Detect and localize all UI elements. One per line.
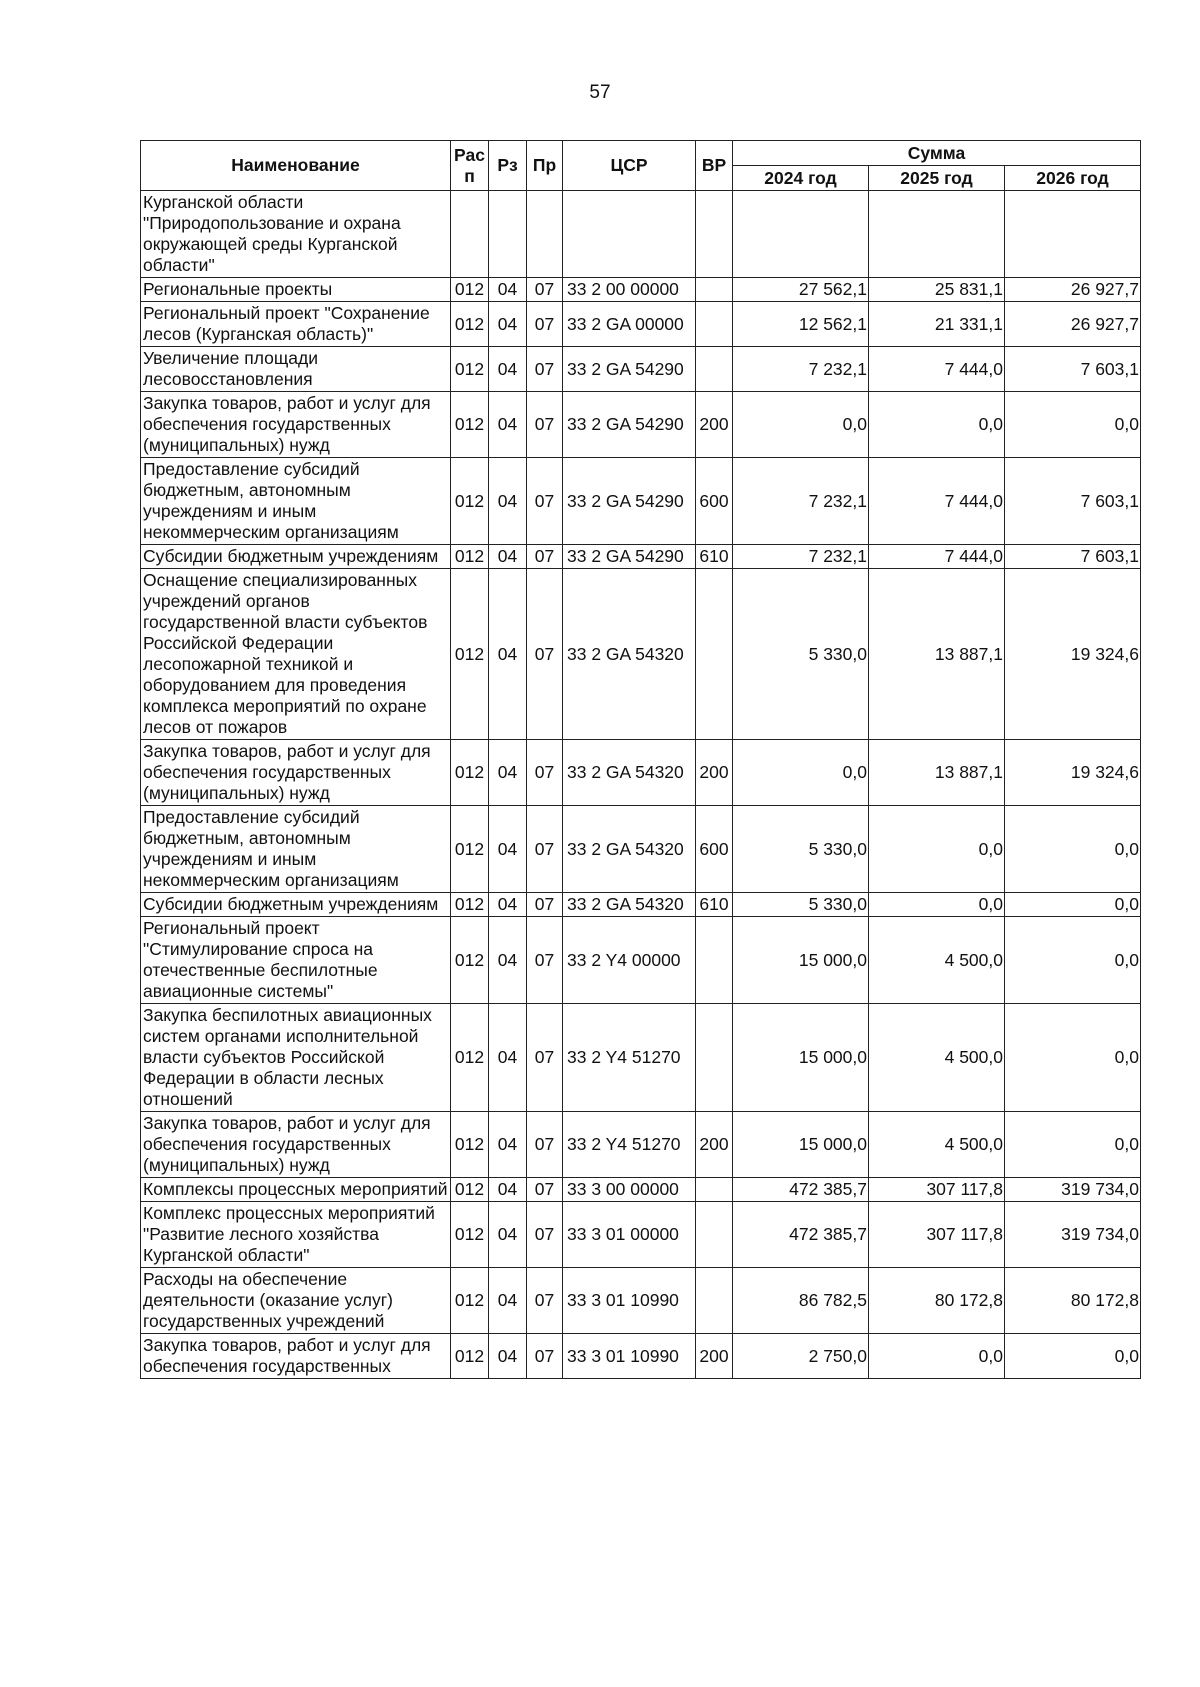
cell-rz: 04 [489, 278, 527, 302]
table-row [141, 278, 1141, 302]
cell-2025: 7 444,0 [869, 347, 1005, 392]
budget-table [140, 140, 1141, 1379]
table-row [141, 1268, 1141, 1334]
cell-vr [696, 347, 733, 392]
cell-2026: 7 603,1 [1005, 458, 1141, 545]
cell-vr: 610 [696, 893, 733, 917]
cell-rz: 04 [489, 917, 527, 1004]
cell-csr: 33 2 GA 54320 [563, 740, 696, 806]
table-row [141, 917, 1141, 1004]
cell-csr: 33 2 GA 54320 [563, 569, 696, 740]
cell-2024: 5 330,0 [733, 569, 869, 740]
cell-csr: 33 2 GA 54320 [563, 893, 696, 917]
cell-2026 [1005, 191, 1141, 278]
cell-name: Предоставление субсидий бюджетным, автономным учреждениям и иным некоммерческим организациям [141, 806, 451, 893]
cell-2025: 307 117,8 [869, 1178, 1005, 1202]
cell-rz: 04 [489, 458, 527, 545]
cell-2024: 15 000,0 [733, 1004, 869, 1112]
cell-2025: 307 117,8 [869, 1202, 1005, 1268]
cell-rz: 04 [489, 1004, 527, 1112]
cell-2025: 21 331,1 [869, 302, 1005, 347]
cell-rasp: 012 [451, 806, 489, 893]
cell-2026: 0,0 [1005, 917, 1141, 1004]
cell-rz: 04 [489, 392, 527, 458]
cell-2024: 86 782,5 [733, 1268, 869, 1334]
cell-pr: 07 [527, 1268, 563, 1334]
cell-rz: 04 [489, 1202, 527, 1268]
cell-2026: 319 734,0 [1005, 1202, 1141, 1268]
cell-name: Закупка беспилотных авиационных систем органами исполнительной власти субъектов Российской Федерации в области лесных отношений [141, 1004, 451, 1112]
cell-rz [489, 191, 527, 278]
table-row [141, 569, 1141, 740]
cell-rasp: 012 [451, 302, 489, 347]
cell-rasp: 012 [451, 569, 489, 740]
cell-2025: 0,0 [869, 893, 1005, 917]
cell-2025: 0,0 [869, 806, 1005, 893]
cell-csr: 33 2 GA 00000 [563, 302, 696, 347]
cell-csr: 33 2 Y4 51270 [563, 1004, 696, 1112]
table-row [141, 1004, 1141, 1112]
cell-2026: 0,0 [1005, 392, 1141, 458]
cell-pr: 07 [527, 302, 563, 347]
cell-vr [696, 191, 733, 278]
table-body [141, 191, 1141, 1379]
cell-2024: 27 562,1 [733, 278, 869, 302]
cell-name: Региональные проекты [141, 278, 451, 302]
cell-pr: 07 [527, 1334, 563, 1379]
cell-rasp: 012 [451, 1334, 489, 1379]
cell-rasp: 012 [451, 278, 489, 302]
cell-rasp: 012 [451, 458, 489, 545]
table-header [141, 141, 1141, 191]
page-number: 57 [589, 82, 611, 103]
cell-csr: 33 2 Y4 00000 [563, 917, 696, 1004]
cell-vr [696, 1004, 733, 1112]
cell-2024: 0,0 [733, 392, 869, 458]
cell-2026: 7 603,1 [1005, 545, 1141, 569]
cell-pr: 07 [527, 893, 563, 917]
cell-2025: 4 500,0 [869, 917, 1005, 1004]
cell-rz: 04 [489, 347, 527, 392]
cell-rz: 04 [489, 545, 527, 569]
cell-pr: 07 [527, 917, 563, 1004]
cell-2025: 13 887,1 [869, 569, 1005, 740]
cell-rasp: 012 [451, 917, 489, 1004]
cell-pr: 07 [527, 545, 563, 569]
cell-csr: 33 2 GA 54290 [563, 392, 696, 458]
cell-2025: 25 831,1 [869, 278, 1005, 302]
cell-name: Комплекс процессных мероприятий "Развитие лесного хозяйства Курганской области" [141, 1202, 451, 1268]
cell-csr: 33 3 00 00000 [563, 1178, 696, 1202]
table-row [141, 806, 1141, 893]
cell-csr: 33 3 01 00000 [563, 1202, 696, 1268]
cell-2025: 0,0 [869, 1334, 1005, 1379]
cell-rz: 04 [489, 1112, 527, 1178]
cell-2026: 80 172,8 [1005, 1268, 1141, 1334]
cell-csr: 33 2 Y4 51270 [563, 1112, 696, 1178]
table-row [141, 458, 1141, 545]
cell-vr [696, 278, 733, 302]
cell-rasp: 012 [451, 893, 489, 917]
cell-2024: 472 385,7 [733, 1202, 869, 1268]
table-row [141, 545, 1141, 569]
cell-rasp: 012 [451, 1178, 489, 1202]
cell-vr: 200 [696, 392, 733, 458]
cell-vr [696, 1268, 733, 1334]
cell-name: Субсидии бюджетным учреждениям [141, 545, 451, 569]
cell-vr [696, 569, 733, 740]
cell-name: Увеличение площади лесовосстановления [141, 347, 451, 392]
cell-rasp: 012 [451, 1268, 489, 1334]
cell-2024: 5 330,0 [733, 806, 869, 893]
cell-rasp: 012 [451, 392, 489, 458]
table-row [141, 1178, 1141, 1202]
cell-2026: 19 324,6 [1005, 569, 1141, 740]
cell-name: Закупка товаров, работ и услуг для обеспечения государственных (муниципальных) нужд [141, 1112, 451, 1178]
cell-rasp: 012 [451, 1004, 489, 1112]
cell-name: Закупка товаров, работ и услуг для обеспечения государственных (муниципальных) нужд [141, 740, 451, 806]
header-2026: 2026 год [1005, 166, 1141, 191]
cell-name: Региональный проект "Сохранение лесов (Курганская область)" [141, 302, 451, 347]
cell-vr [696, 1178, 733, 1202]
table-row [141, 740, 1141, 806]
cell-2026: 0,0 [1005, 1004, 1141, 1112]
cell-csr: 33 2 GA 54290 [563, 458, 696, 545]
table-row [141, 392, 1141, 458]
cell-pr: 07 [527, 458, 563, 545]
cell-2025: 7 444,0 [869, 545, 1005, 569]
table-row [141, 1334, 1141, 1379]
header-rz: Рз [489, 141, 527, 191]
cell-2024: 7 232,1 [733, 458, 869, 545]
cell-rasp: 012 [451, 347, 489, 392]
cell-2025: 4 500,0 [869, 1004, 1005, 1112]
cell-pr: 07 [527, 392, 563, 458]
cell-2024: 2 750,0 [733, 1334, 869, 1379]
cell-2025 [869, 191, 1005, 278]
header-rasp: Рас п [451, 141, 489, 191]
cell-pr: 07 [527, 740, 563, 806]
cell-rz: 04 [489, 569, 527, 740]
cell-2026: 26 927,7 [1005, 278, 1141, 302]
cell-2026: 0,0 [1005, 1334, 1141, 1379]
cell-vr [696, 1202, 733, 1268]
cell-vr: 200 [696, 1334, 733, 1379]
cell-rasp: 012 [451, 545, 489, 569]
header-pr: Пр [527, 141, 563, 191]
cell-2026: 26 927,7 [1005, 302, 1141, 347]
header-name: Наименование [141, 141, 451, 191]
cell-2024: 15 000,0 [733, 1112, 869, 1178]
cell-rasp: 012 [451, 1202, 489, 1268]
cell-2024 [733, 191, 869, 278]
cell-csr: 33 3 01 10990 [563, 1334, 696, 1379]
cell-pr: 07 [527, 569, 563, 740]
cell-name: Региональный проект "Стимулирование спроса на отечественные беспилотные авиационные системы" [141, 917, 451, 1004]
cell-2024: 0,0 [733, 740, 869, 806]
header-2025: 2025 год [869, 166, 1005, 191]
table-row [141, 347, 1141, 392]
cell-2025: 80 172,8 [869, 1268, 1005, 1334]
table-row [141, 893, 1141, 917]
cell-2024: 472 385,7 [733, 1178, 869, 1202]
cell-vr [696, 302, 733, 347]
cell-csr: 33 3 01 10990 [563, 1268, 696, 1334]
cell-name: Комплексы процессных мероприятий [141, 1178, 451, 1202]
table-row [141, 302, 1141, 347]
cell-pr: 07 [527, 1178, 563, 1202]
cell-rasp: 012 [451, 1112, 489, 1178]
cell-pr: 07 [527, 1112, 563, 1178]
table-row [141, 1202, 1141, 1268]
cell-pr: 07 [527, 1004, 563, 1112]
cell-pr: 07 [527, 806, 563, 893]
cell-rasp: 012 [451, 740, 489, 806]
cell-rz: 04 [489, 1178, 527, 1202]
cell-vr: 200 [696, 1112, 733, 1178]
cell-csr: 33 2 GA 54290 [563, 545, 696, 569]
cell-name: Закупка товаров, работ и услуг для обеспечения государственных (муниципальных) нужд [141, 392, 451, 458]
cell-csr: 33 2 00 00000 [563, 278, 696, 302]
cell-2024: 7 232,1 [733, 347, 869, 392]
cell-2026: 0,0 [1005, 1112, 1141, 1178]
cell-2025: 0,0 [869, 392, 1005, 458]
cell-2025: 13 887,1 [869, 740, 1005, 806]
cell-vr: 600 [696, 806, 733, 893]
cell-csr [563, 191, 696, 278]
header-2024: 2024 год [733, 166, 869, 191]
cell-vr: 610 [696, 545, 733, 569]
cell-csr: 33 2 GA 54290 [563, 347, 696, 392]
cell-rz: 04 [489, 893, 527, 917]
cell-2025: 7 444,0 [869, 458, 1005, 545]
table-row [141, 1112, 1141, 1178]
cell-name: Закупка товаров, работ и услуг для обеспечения государственных [141, 1334, 451, 1379]
cell-rz: 04 [489, 740, 527, 806]
table-row [141, 191, 1141, 278]
cell-2024: 5 330,0 [733, 893, 869, 917]
cell-rz: 04 [489, 1334, 527, 1379]
cell-pr: 07 [527, 1202, 563, 1268]
cell-pr: 07 [527, 278, 563, 302]
cell-2026: 19 324,6 [1005, 740, 1141, 806]
cell-2024: 15 000,0 [733, 917, 869, 1004]
cell-2026: 7 603,1 [1005, 347, 1141, 392]
cell-vr [696, 917, 733, 1004]
cell-2025: 4 500,0 [869, 1112, 1005, 1178]
cell-rasp [451, 191, 489, 278]
cell-rz: 04 [489, 806, 527, 893]
cell-2026: 0,0 [1005, 893, 1141, 917]
cell-vr: 600 [696, 458, 733, 545]
cell-name: Субсидии бюджетным учреждениям [141, 893, 451, 917]
header-sum: Сумма [733, 141, 1141, 166]
cell-name: Расходы на обеспечение деятельности (оказание услуг) государственных учреждений [141, 1268, 451, 1334]
cell-vr: 200 [696, 740, 733, 806]
cell-2024: 7 232,1 [733, 545, 869, 569]
cell-name: Предоставление субсидий бюджетным, автономным учреждениям и иным некоммерческим организациям [141, 458, 451, 545]
cell-pr [527, 191, 563, 278]
header-csr: ЦСР [563, 141, 696, 191]
header-vr: ВР [696, 141, 733, 191]
cell-rz: 04 [489, 1268, 527, 1334]
cell-pr: 07 [527, 347, 563, 392]
cell-2026: 319 734,0 [1005, 1178, 1141, 1202]
cell-2026: 0,0 [1005, 806, 1141, 893]
cell-rz: 04 [489, 302, 527, 347]
cell-2024: 12 562,1 [733, 302, 869, 347]
cell-name: Курганской области "Природопользование и охрана окружающей среды Курганской области" [141, 191, 451, 278]
cell-csr: 33 2 GA 54320 [563, 806, 696, 893]
cell-name: Оснащение специализированных учреждений органов государственной власти субъектов Российской Федерации лесопожарной техникой и оборудованием для проведения комплекса мероприятий по охране лесов от пожаров [141, 569, 451, 740]
